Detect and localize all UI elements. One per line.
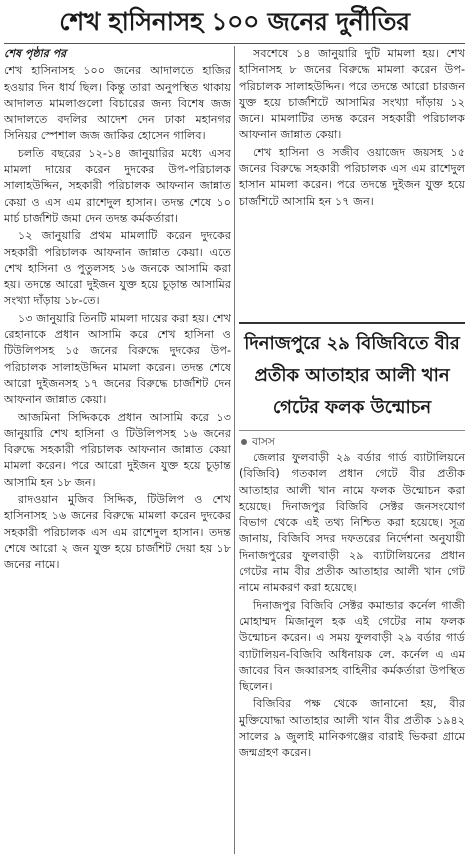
side-article-body — [239, 450, 465, 854]
main-article-right-column — [239, 46, 465, 312]
article-paragraph: আজমিনা সিদ্দিককে প্রধান আসামি করে ১৩ জানুয়ারি শেখ হাসিনা ও টিউলিপসহ ১৬ জনের বিরুদ্ধে সহকারী পরিচালক আফনান জান্নাত কেয়া মামলা করেন। পরে আরো দুইজন যুক্ত হয়ে চূড়ান্ত আসামি হন ১৮ জন। — [4, 410, 231, 489]
side-article-paragraph: বিজিবির পক্ষ থেকে জানানো হয়, বীর মুক্তিযোদ্ধা আতাহার আলী খান বীর প্রতীক ১৯৪২ সালের ৯ জুলাই মানিকগঞ্জের বারাই ভিকরা গ্রামে জন্মগ্রহণ করেন। — [239, 697, 465, 760]
side-article-paragraph: জেলার ফুলবাড়ী ২৯ বর্ডার গার্ড ব্যাটালিয়নে (বিজিবি) গতকাল প্রধান গেটে বীর প্রতীক আতাহার আলী খান নামে ফলক উন্মোচন করা হয়েছে। দিনাজপুর বিজিবি সেক্টর জনসংযোগ বিভাগ থেকে এই তথ্য নিশ্চিত করা হয়েছে। সূত্র জানায়, বিজিবি সদর দফতরের নির্দেশনা অনুযায়ী দিনাজপুরের ফুলবাড়ী ২৯ ব্যাটালিয়নের প্রধান গেটের নাম বীর প্রতীক আতাহার আলী খান গেট নামে নামকরণ করা হয়েছে। — [239, 451, 465, 595]
headline-rule — [4, 43, 465, 44]
article-paragraph: রাদওয়ান মুজিব সিদ্দিক, টিউলিপ ও শেখ হাসিনাসহ ১৬ জনের বিরুদ্ধে মামলা করেন দুদকের সহকারী পরিচালক এস এম রাশেদুল হাসান। তদন্ত শেষে আরো ২ জন যুক্ত হয়ে চার্জশিট দেয়া হয় ১৮ জনের নামে। — [4, 493, 231, 572]
side-article-headline-rule — [239, 430, 465, 431]
side-article-headline: দিনাজপুরে ২৯ বিজিবিতে বীর প্রতীক আতাহার আলী খান গেটের ফলক উন্মোচন — [244, 333, 460, 418]
side-article-paragraph: দিনাজপুর বিজিবি সেক্টর কমান্ডার কর্নেল গাজী মোহাম্মদ মিজানুল হক এই গেটের নাম ফলক উন্মোচন করেন। এ সময় ফুলবাড়ী ২৯ বর্ডার গার্ড ব্যাটালিয়ন-বিজিবি অধিনায়ক লে. কর্নেল এ এম জাবের বিন জব্বারসহ বাহিনীর কর্মকর্তারা উপস্থিত ছিলেন। — [239, 598, 465, 694]
article-paragraph: চলতি বছরের ১২-১৪ জানুয়ারির মধ্যে এসব মামলা দায়ের করেন দুদকের উপ-পরিচালক সালাহউদ্দিন, সহকারী পরিচালক আফনান জান্নাত কেয়া ও এস এম রাশেদুল হাসান। তদন্ত শেষে ১০ মার্চ চার্জশিট জমা দেন তদন্ত কর্মকর্তারা। — [4, 146, 231, 225]
article-paragraph: শেখ হাসিনাসহ ১০০ জনের আদালতে হাজির হওয়ার দিন ধার্য ছিল। কিন্তু তারা অনুপস্থিত থাকায় আদালত মামলাগুলো বিচারের জন্য বিশেষ জজ আদালতে বদলির আদেশ দেন ঢাকা মহানগর সিনিয়র স্পেশাল জজ জাকির হোসেন গালিব। — [4, 64, 231, 143]
article-paragraph: শেখ হাসিনা ও সজীব ওয়াজেদ জয়সহ ১৫ জনের বিরুদ্ধে সহকারী পরিচালক এস এম রাশেদুল হাসান মামলা করেন। পরে তদন্তে দুইজন যুক্ত হয়ে চার্জশিটে আসামি হন ১৭ জন। — [239, 145, 465, 208]
bullet-icon — [241, 439, 247, 445]
byline-text: বাসস — [252, 436, 275, 448]
article-paragraph: ১৩ জানুয়ারি তিনটি মামলা দায়ের করা হয়। শেখ রেহানাকে প্রধান আসামি করে শেখ হাসিনা ও টিউলিপসহ ১৫ জনের বিরুদ্ধে দুদকের উপ-পরিচালক সালাহউদ্দিন মামলা করেন। তদন্ত শেষে আরো দুইজনসহ ১৭ জনের বিরুদ্ধে চার্জশিট দেন আফনান জান্নাত কেয়া। — [4, 311, 231, 407]
continued-label: শেষ পৃষ্ঠার পর — [4, 47, 67, 60]
main-article-left-column — [4, 46, 231, 854]
byline — [241, 434, 461, 450]
article-paragraph: সবশেষে ১৪ জানুয়ারি দুটি মামলা হয়। শেখ হাসিনাসহ ৮ জনের বিরুদ্ধে মামলা করেন উপ-পরিচালক সালাহউদ্দিন। পরে তদন্তে আরো চারজন যুক্ত হয়ে চার্জশিটে আসামির সংখ্যা দাঁড়ায় ১২ জনে। মামলাটির তদন্ত করেন সহকারী পরিচালক আফনান জান্নাত কেয়া। — [239, 47, 465, 142]
side-article-top-rule — [239, 322, 465, 324]
article-paragraph: ১২ জানুয়ারি প্রথম মামলাটি করেন দুদকের সহকারী পরিচালক আফনান জান্নাত কেয়া। এতে শেখ হাসিনা ও পুতুলসহ ১৬ জনকে আসামি করা হয়। তদন্তে আরো দুইজন যুক্ত হয়ে চূড়ান্ত আসামির সংখ্যা দাঁড়ায় ১৮-তে। — [4, 229, 231, 308]
main-headline: শেখ হাসিনাসহ ১০০ জনের দুর্নীতির — [59, 7, 410, 36]
column-divider — [234, 46, 235, 854]
